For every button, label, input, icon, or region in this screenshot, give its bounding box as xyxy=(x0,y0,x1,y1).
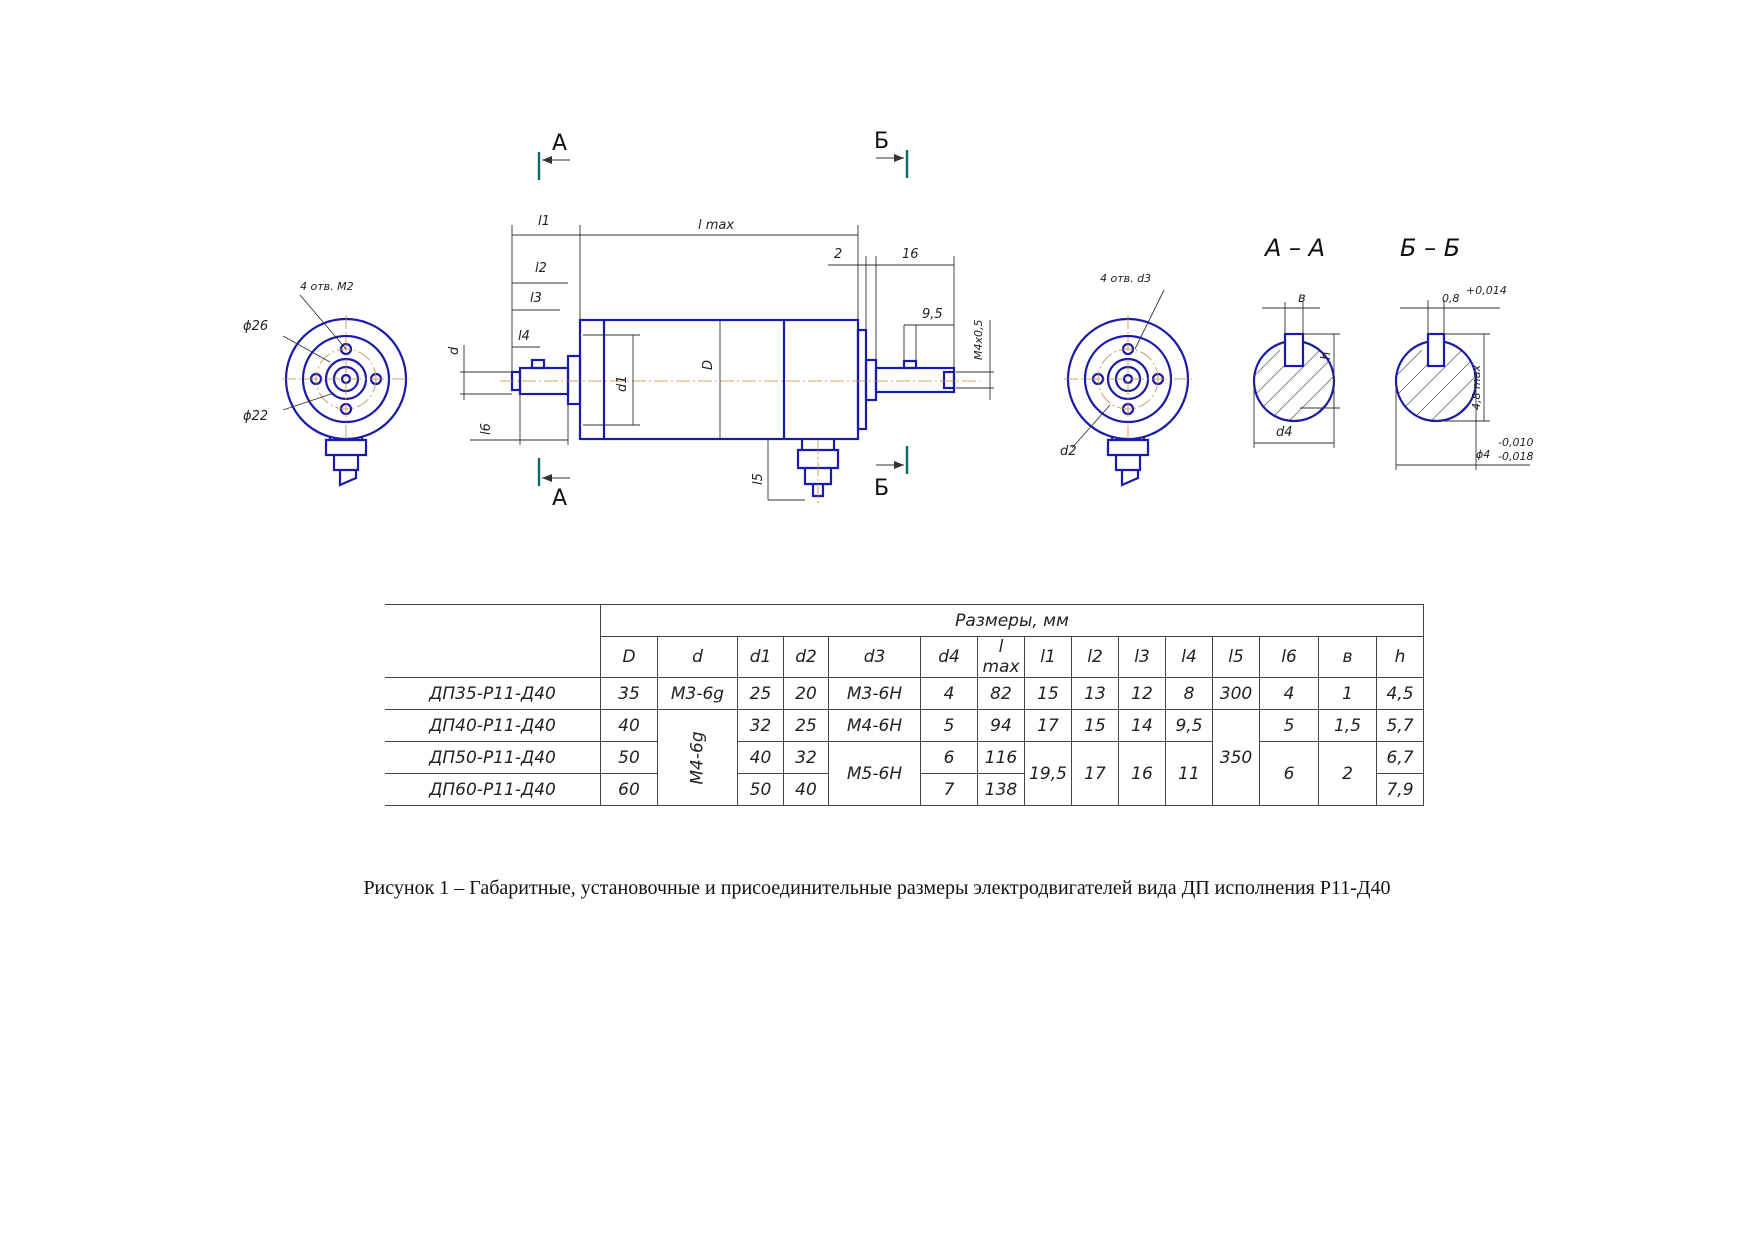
col-header: l2 xyxy=(1072,637,1119,678)
cell-D: 60 xyxy=(601,774,658,806)
cell-l5-merged: 350 xyxy=(1213,710,1260,806)
lmax-label: l max xyxy=(698,218,735,233)
keyway-b xyxy=(1428,334,1444,366)
technical-drawing xyxy=(0,0,1754,560)
cell-l2: 13 xyxy=(1072,678,1119,710)
front-flange xyxy=(568,356,580,404)
d1-label: d1 xyxy=(615,375,630,392)
key-width-label: 0,8 xyxy=(1442,292,1460,305)
cell-lmax: 116 xyxy=(978,742,1025,774)
row-name: ДП50-Р11-Д40 xyxy=(385,742,601,774)
cell-l3: 14 xyxy=(1119,710,1166,742)
cell-d1: 25 xyxy=(738,678,784,710)
row-name: ДП35-Р11-Д40 xyxy=(385,678,601,710)
cell-d1: 32 xyxy=(738,710,784,742)
motor-side-view xyxy=(447,214,994,505)
col-header: l4 xyxy=(1166,637,1213,678)
cell-l6-merged: 6 xyxy=(1260,742,1319,806)
cell-l1: 15 xyxy=(1025,678,1072,710)
cell-d4: 7 xyxy=(921,774,978,806)
dimensions-table xyxy=(385,604,1424,806)
cell-d3: М4-6Н xyxy=(829,710,921,742)
col-header: d xyxy=(658,637,738,678)
row-name: ДП60-Р11-Д40 xyxy=(385,774,601,806)
cell-d3-merged: М5-6Н xyxy=(829,742,921,806)
cell-d2: 32 xyxy=(784,742,829,774)
marker-a-bottom: А xyxy=(552,486,568,511)
l6-label: l6 xyxy=(479,423,494,435)
col-header: в xyxy=(1319,637,1377,678)
d2-label: d2 xyxy=(1060,444,1077,459)
section-bb xyxy=(1392,234,1533,470)
left-end-view xyxy=(243,280,410,485)
b-label: в xyxy=(1298,291,1306,306)
depth-label: 4,8 max xyxy=(1470,365,1483,410)
d4-label: d4 xyxy=(1276,425,1293,440)
cell-l2-merged: 17 xyxy=(1072,742,1119,806)
l2-label: l2 xyxy=(535,261,547,276)
cell-d: М3-6g xyxy=(658,678,738,710)
col-header: d4 xyxy=(921,637,978,678)
m4x05-label: М4х0,5 xyxy=(972,319,985,360)
col-header: h xyxy=(1377,637,1424,678)
cell-D: 50 xyxy=(601,742,658,774)
cell-l6: 5 xyxy=(1260,710,1319,742)
table-group-header: Размеры, мм xyxy=(601,605,1424,637)
col-header: d1 xyxy=(738,637,784,678)
cell-D: 35 xyxy=(601,678,658,710)
shaft-dia-label: ϕ4 xyxy=(1476,448,1491,461)
cell-h: 6,7 xyxy=(1377,742,1424,774)
cell-b-merged: 2 xyxy=(1319,742,1377,806)
cell-d4: 4 xyxy=(921,678,978,710)
cell-h: 5,7 xyxy=(1377,710,1424,742)
cell-l6: 4 xyxy=(1260,678,1319,710)
right-end-view xyxy=(1060,272,1192,485)
cell-D: 40 xyxy=(601,710,658,742)
table-row xyxy=(385,710,1424,742)
col-header: l5 xyxy=(1213,637,1260,678)
cell-d2: 40 xyxy=(784,774,829,806)
key-tol-label: +0,014 xyxy=(1466,284,1507,297)
d-label: d xyxy=(447,346,462,355)
cell-l5: 300 xyxy=(1213,678,1260,710)
cell-d2: 20 xyxy=(784,678,829,710)
shaft-right xyxy=(876,368,954,392)
figure-caption: Рисунок 1 – Габаритные, установочные и присоединительные размеры электродвигателей вида ДП исполнения Р11-Д40 xyxy=(363,877,1391,899)
key-left xyxy=(532,360,544,368)
section-aa xyxy=(1250,234,1340,448)
dia26-label: ϕ26 xyxy=(243,319,269,334)
table-row xyxy=(385,678,1424,710)
l5-label: l5 xyxy=(751,473,766,485)
h-label: h xyxy=(1319,351,1334,360)
nine-five-label: 9,5 xyxy=(922,307,943,322)
cell-lmax: 94 xyxy=(978,710,1025,742)
cell-lmax: 138 xyxy=(978,774,1025,806)
section-aa-title: А – А xyxy=(1265,234,1326,262)
cell-l3-merged: 16 xyxy=(1119,742,1166,806)
cell-d4: 6 xyxy=(921,742,978,774)
l1-label: l1 xyxy=(538,214,550,229)
cell-d3: М3-6Н xyxy=(829,678,921,710)
col-header: d3 xyxy=(829,637,921,678)
shaft-tol-up-label: -0,010 xyxy=(1498,436,1534,449)
cell-d1: 50 xyxy=(738,774,784,806)
cell-d1: 40 xyxy=(738,742,784,774)
marker-b-bottom: Б xyxy=(874,476,890,501)
key-right xyxy=(904,361,916,368)
cell-d-text: М4-6g xyxy=(687,730,708,785)
cell-l4-merged: 11 xyxy=(1166,742,1213,806)
holes-m2-label: 4 отв. М2 xyxy=(300,280,354,293)
col-header: l3 xyxy=(1119,637,1166,678)
cell-b: 1 xyxy=(1319,678,1377,710)
cell-l4: 8 xyxy=(1166,678,1213,710)
cell-h: 4,5 xyxy=(1377,678,1424,710)
sixteen-label: 16 xyxy=(902,247,919,262)
cell-d-merged xyxy=(658,710,738,806)
row-name: ДП40-Р11-Д40 xyxy=(385,710,601,742)
shaft-tol-low-label: -0,018 xyxy=(1498,450,1534,463)
cell-l2: 15 xyxy=(1072,710,1119,742)
two-label: 2 xyxy=(834,247,843,262)
l4-label: l4 xyxy=(518,329,530,344)
col-header: l6 xyxy=(1260,637,1319,678)
section-bb-title: Б – Б xyxy=(1400,234,1461,262)
marker-a-top: А xyxy=(552,131,568,156)
cell-b: 1,5 xyxy=(1319,710,1377,742)
cell-lmax: 82 xyxy=(978,678,1025,710)
cell-l1: 17 xyxy=(1025,710,1072,742)
cell-l1-merged: 19,5 xyxy=(1025,742,1072,806)
cell-l4: 9,5 xyxy=(1166,710,1213,742)
col-header: d2 xyxy=(784,637,829,678)
cell-h: 7,9 xyxy=(1377,774,1424,806)
col-header: l max xyxy=(978,637,1025,678)
col-header: l1 xyxy=(1025,637,1072,678)
D-label: D xyxy=(701,359,716,370)
l3-label: l3 xyxy=(530,291,542,306)
cell-d2: 25 xyxy=(784,710,829,742)
key-a xyxy=(1285,334,1303,366)
marker-b-top: Б xyxy=(874,129,890,154)
holes-d3-label: 4 отв. d3 xyxy=(1100,272,1152,285)
col-header: D xyxy=(601,637,658,678)
table-row xyxy=(385,742,1424,774)
dia22-label: ϕ22 xyxy=(243,409,269,424)
cell-d4: 5 xyxy=(921,710,978,742)
cell-l3: 12 xyxy=(1119,678,1166,710)
